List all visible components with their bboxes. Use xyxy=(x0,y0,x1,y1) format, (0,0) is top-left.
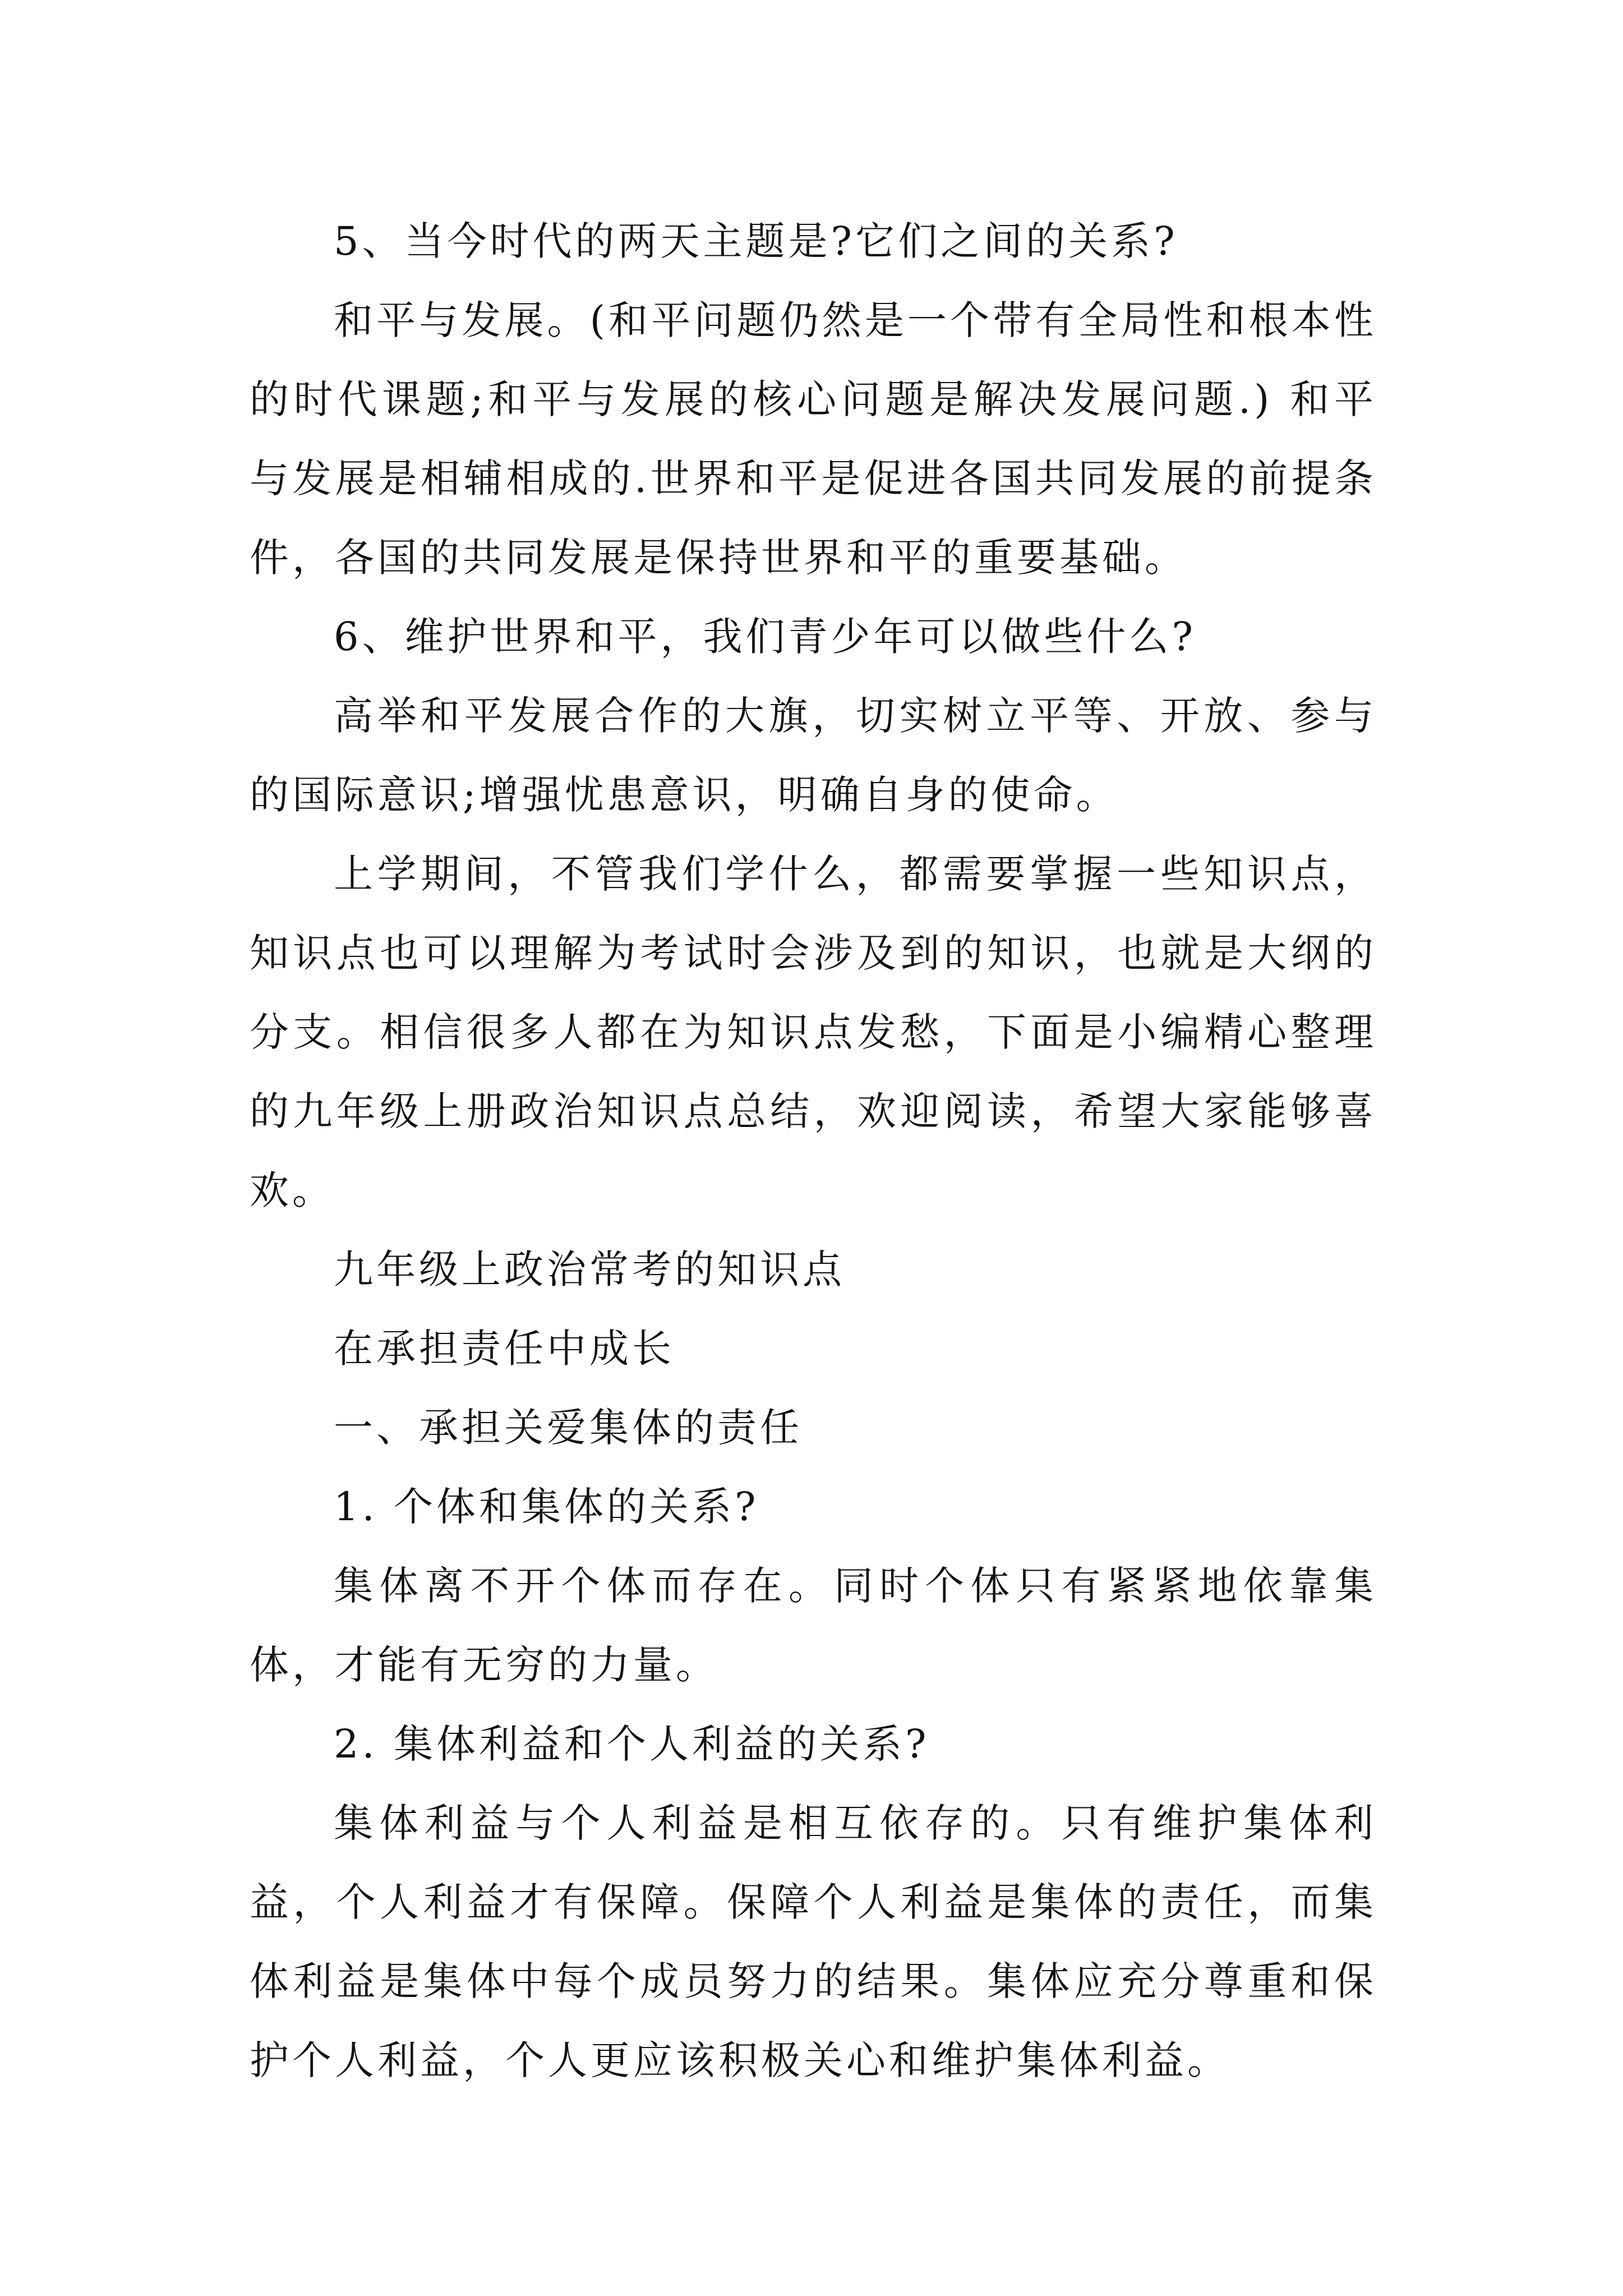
answer-5: 和平与发展。(和平问题仍然是一个带有全局性和根本性的时代课题;和平与发展的核心问题是解决发展问题.) 和平与发展是相辅相成的.世界和平是促进各国共同发展的前提条件，各国的共同发展是保持世界和平的重要基础。 xyxy=(250,297,1377,581)
question-1: 1. 个体和集体的关系? xyxy=(334,1484,759,1530)
chapter-heading: 一、承担关爱集体的责任 xyxy=(334,1405,803,1451)
answer-2: 集体利益与个人利益是相互依存的。只有维护集体利益，个人利益才有保障。保障个人利益是集体的责任，而集体利益是集体中每个成员努力的结果。集体应充分尊重和保护个人利益，个人更应该积极关心和维护集体利益。 xyxy=(250,1800,1377,2083)
question-6: 6、维护世界和平，我们青少年可以做些什么? xyxy=(334,614,1197,660)
question-5: 5、当今时代的两天主题是?它们之间的关系? xyxy=(334,218,1178,264)
document-body xyxy=(250,202,1377,2100)
answer-6: 高举和平发展合作的大旗，切实树立平等、开放、参与的国际意识;增强忧患意识，明确自身的使命。 xyxy=(250,693,1377,818)
unit-title: 在承担责任中成长 xyxy=(334,1326,675,1372)
answer-1: 集体离不开个体而存在。同时个体只有紧紧地依靠集体，才能有无穷的力量。 xyxy=(250,1563,1377,1688)
intro-paragraph: 上学期间，不管我们学什么，都需要掌握一些知识点，知识点也可以理解为考试时会涉及到的知识，也就是大纲的分支。相信很多人都在为知识点发愁，下面是小编精心整理的九年级上册政治知识点总结，欢迎阅读，希望大家能够喜欢。 xyxy=(250,851,1377,1213)
section-title: 九年级上政治常考的知识点 xyxy=(334,1246,845,1292)
question-2: 2. 集体利益和个人利益的关系? xyxy=(334,1721,930,1767)
